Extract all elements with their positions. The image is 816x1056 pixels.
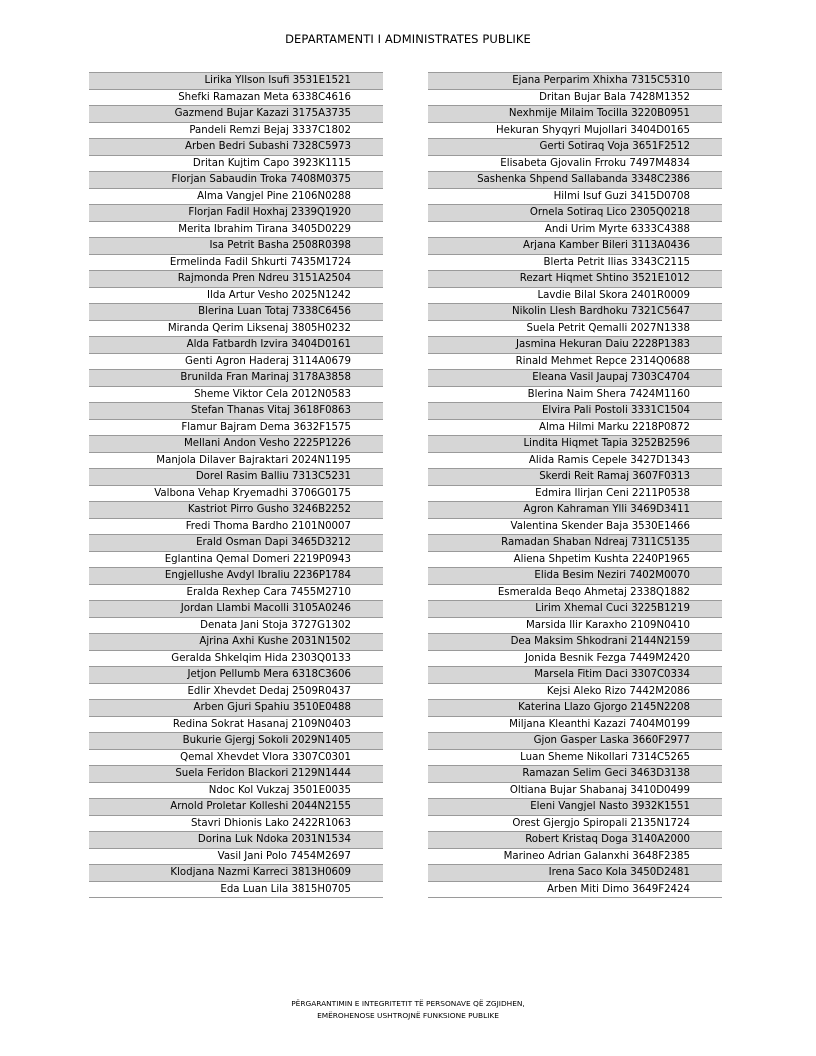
list-item: Kejsi Aleko Rizo 7442M2086 <box>428 684 722 701</box>
list-item: Kastriot Pirro Gusho 3246B2252 <box>89 502 383 519</box>
list-item: Marineo Adrian Galanxhi 3648F2385 <box>428 849 722 866</box>
list-item: Eda Luan Lila 3815H0705 <box>89 882 383 899</box>
list-item: Alma Hilmi Marku 2218P0872 <box>428 420 722 437</box>
list-item: Rajmonda Pren Ndreu 3151A2504 <box>89 271 383 288</box>
list-item: Jonida Besnik Fezga 7449M2420 <box>428 651 722 668</box>
list-item: Sheme Viktor Cela 2012N0583 <box>89 387 383 404</box>
list-item: Alida Ramis Cepele 3427D1343 <box>428 453 722 470</box>
list-item: Blerina Naim Shera 7424M1160 <box>428 387 722 404</box>
list-item: Stefan Thanas Vitaj 3618F0863 <box>89 403 383 420</box>
list-item: Nikolin Llesh Bardhoku 7321C5647 <box>428 304 722 321</box>
list-item: Bukurie Gjergj Sokoli 2029N1405 <box>89 733 383 750</box>
list-item: Robert Kristaq Doga 3140A2000 <box>428 832 722 849</box>
list-item: Jordan Llambi Macolli 3105A0246 <box>89 601 383 618</box>
list-item: Valbona Vehap Kryemadhi 3706G0175 <box>89 486 383 503</box>
list-item: Hilmi Isuf Guzi 3415D0708 <box>428 189 722 206</box>
list-item: Marsela Fitim Daci 3307C0334 <box>428 667 722 684</box>
list-item: Eralda Rexhep Cara 7455M2710 <box>89 585 383 602</box>
list-item: Ilda Artur Vesho 2025N1242 <box>89 288 383 305</box>
list-item: Lavdie Bilal Skora 2401R0009 <box>428 288 722 305</box>
list-item: Qemal Xhevdet Vlora 3307C0301 <box>89 750 383 767</box>
list-item: Alma Vangjel Pine 2106N0288 <box>89 189 383 206</box>
list-item: Marsida Ilir Karaxho 2109N0410 <box>428 618 722 635</box>
list-item: Vasil Jani Polo 7454M2697 <box>89 849 383 866</box>
list-item: Pandeli Remzi Bejaj 3337C1802 <box>89 123 383 140</box>
list-item: Elvira Pali Postoli 3331C1504 <box>428 403 722 420</box>
list-item: Dritan Bujar Bala 7428M1352 <box>428 90 722 107</box>
list-item: Eleni Vangjel Nasto 3932K1551 <box>428 799 722 816</box>
name-list-right <box>428 72 722 898</box>
list-item: Lindita Hiqmet Tapia 3252B2596 <box>428 436 722 453</box>
list-item: Dritan Kujtim Capo 3923K1115 <box>89 156 383 173</box>
list-item: Dea Maksim Shkodrani 2144N2159 <box>428 634 722 651</box>
list-item: Genti Agron Haderaj 3114A0679 <box>89 354 383 371</box>
list-item: Hekuran Shyqyri Mujollari 3404D0165 <box>428 123 722 140</box>
list-item: Ermelinda Fadil Shkurti 7435M1724 <box>89 255 383 272</box>
list-item: Elida Besim Neziri 7402M0070 <box>428 568 722 585</box>
list-item: Arben Bedri Subashi 7328C5973 <box>89 139 383 156</box>
list-item: Redina Sokrat Hasanaj 2109N0403 <box>89 717 383 734</box>
list-item: Denata Jani Stoja 3727G1302 <box>89 618 383 635</box>
list-item: Stavri Dhionis Lako 2422R1063 <box>89 816 383 833</box>
list-item: Isa Petrit Basha 2508R0398 <box>89 238 383 255</box>
list-item: Lirika Yllson Isufi 3531E1521 <box>89 73 383 90</box>
list-item: Nexhmije Milaim Tocilla 3220B0951 <box>428 106 722 123</box>
list-item: Orest Gjergjo Spiropali 2135N1724 <box>428 816 722 833</box>
list-item: Suela Petrit Qemalli 2027N1338 <box>428 321 722 338</box>
list-item: Arjana Kamber Bileri 3113A0436 <box>428 238 722 255</box>
list-item: Merita Ibrahim Tirana 3405D0229 <box>89 222 383 239</box>
list-item: Klodjana Nazmi Karreci 3813H0609 <box>89 865 383 882</box>
list-item: Edmira Ilirjan Ceni 2211P0538 <box>428 486 722 503</box>
list-item: Ramadan Shaban Ndreaj 7311C5135 <box>428 535 722 552</box>
list-item: Jasmina Hekuran Daiu 2228P1383 <box>428 337 722 354</box>
list-item: Arben Gjuri Spahiu 3510E0488 <box>89 700 383 717</box>
list-item: Engjellushe Avdyl Ibraliu 2236P1784 <box>89 568 383 585</box>
page-title: DEPARTAMENTI I ADMINISTRATES PUBLIKE <box>285 32 531 46</box>
list-item: Ejana Perparim Xhixha 7315C5310 <box>428 73 722 90</box>
list-item: Valentina Skender Baja 3530E1466 <box>428 519 722 536</box>
list-item: Miljana Kleanthi Kazazi 7404M0199 <box>428 717 722 734</box>
list-item: Fredi Thoma Bardho 2101N0007 <box>89 519 383 536</box>
list-item: Shefki Ramazan Meta 6338C4616 <box>89 90 383 107</box>
list-item: Erald Osman Dapi 3465D3212 <box>89 535 383 552</box>
list-item: Eglantina Qemal Domeri 2219P0943 <box>89 552 383 569</box>
list-item: Elisabeta Gjovalin Frroku 7497M4834 <box>428 156 722 173</box>
list-item: Florjan Sabaudin Troka 7408M0375 <box>89 172 383 189</box>
list-item: Rezart Hiqmet Shtino 3521E1012 <box>428 271 722 288</box>
list-item: Gazmend Bujar Kazazi 3175A3735 <box>89 106 383 123</box>
list-item: Alda Fatbardh Izvira 3404D0161 <box>89 337 383 354</box>
list-item: Gerti Sotiraq Voja 3651F2512 <box>428 139 722 156</box>
list-item: Agron Kahraman Ylli 3469D3411 <box>428 502 722 519</box>
list-item: Blerina Luan Totaj 7338C6456 <box>89 304 383 321</box>
list-item: Dorina Luk Ndoka 2031N1534 <box>89 832 383 849</box>
list-item: Esmeralda Beqo Ahmetaj 2338Q1882 <box>428 585 722 602</box>
list-item: Suela Feridon Blackori 2129N1444 <box>89 766 383 783</box>
list-item: Gjon Gasper Laska 3660F2977 <box>428 733 722 750</box>
list-item: Arben Miti Dimo 3649F2424 <box>428 882 722 899</box>
list-item: Sashenka Shpend Sallabanda 3348C2386 <box>428 172 722 189</box>
list-item: Lirim Xhemal Cuci 3225B1219 <box>428 601 722 618</box>
list-item: Oltiana Bujar Shabanaj 3410D0499 <box>428 783 722 800</box>
list-item: Luan Sheme Nikollari 7314C5265 <box>428 750 722 767</box>
list-item: Brunilda Fran Marinaj 3178A3858 <box>89 370 383 387</box>
footer-line-2: EMËROHENOSE USHTROJNË FUNKSIONE PUBLIKE <box>317 1011 499 1020</box>
list-item: Manjola Dilaver Bajraktari 2024N1195 <box>89 453 383 470</box>
name-list-left <box>89 72 383 898</box>
list-item: Katerina Llazo Gjorgo 2145N2208 <box>428 700 722 717</box>
list-item: Eleana Vasil Jaupaj 7303C4704 <box>428 370 722 387</box>
list-item: Arnold Proletar Kolleshi 2044N2155 <box>89 799 383 816</box>
list-item: Ajrina Axhi Kushe 2031N1502 <box>89 634 383 651</box>
list-item: Jetjon Pellumb Mera 6318C3606 <box>89 667 383 684</box>
list-item: Irena Saco Kola 3450D2481 <box>428 865 722 882</box>
list-item: Edlir Xhevdet Dedaj 2509R0437 <box>89 684 383 701</box>
footer-line-1: PËRGARANTIMIN E INTEGRITETIT TË PERSONAVE QË ZGJIDHEN, <box>291 999 525 1008</box>
list-item: Miranda Qerim Liksenaj 3805H0232 <box>89 321 383 338</box>
list-item: Ramazan Selim Geci 3463D3138 <box>428 766 722 783</box>
page-footer <box>0 998 816 1022</box>
list-item: Andi Urim Myrte 6333C4388 <box>428 222 722 239</box>
list-item: Rinald Mehmet Repce 2314Q0688 <box>428 354 722 371</box>
list-item: Flamur Bajram Dema 3632F1575 <box>89 420 383 437</box>
list-item: Skerdi Reit Ramaj 3607F0313 <box>428 469 722 486</box>
list-item: Florjan Fadil Hoxhaj 2339Q1920 <box>89 205 383 222</box>
list-item: Blerta Petrit Ilias 3343C2115 <box>428 255 722 272</box>
list-item: Aliena Shpetim Kushta 2240P1965 <box>428 552 722 569</box>
list-item: Mellani Andon Vesho 2225P1226 <box>89 436 383 453</box>
list-item: Dorel Rasim Balliu 7313C5231 <box>89 469 383 486</box>
list-item: Ornela Sotiraq Lico 2305Q0218 <box>428 205 722 222</box>
list-item: Ndoc Kol Vukzaj 3501E0035 <box>89 783 383 800</box>
list-item: Geralda Shkelqim Hida 2303Q0133 <box>89 651 383 668</box>
